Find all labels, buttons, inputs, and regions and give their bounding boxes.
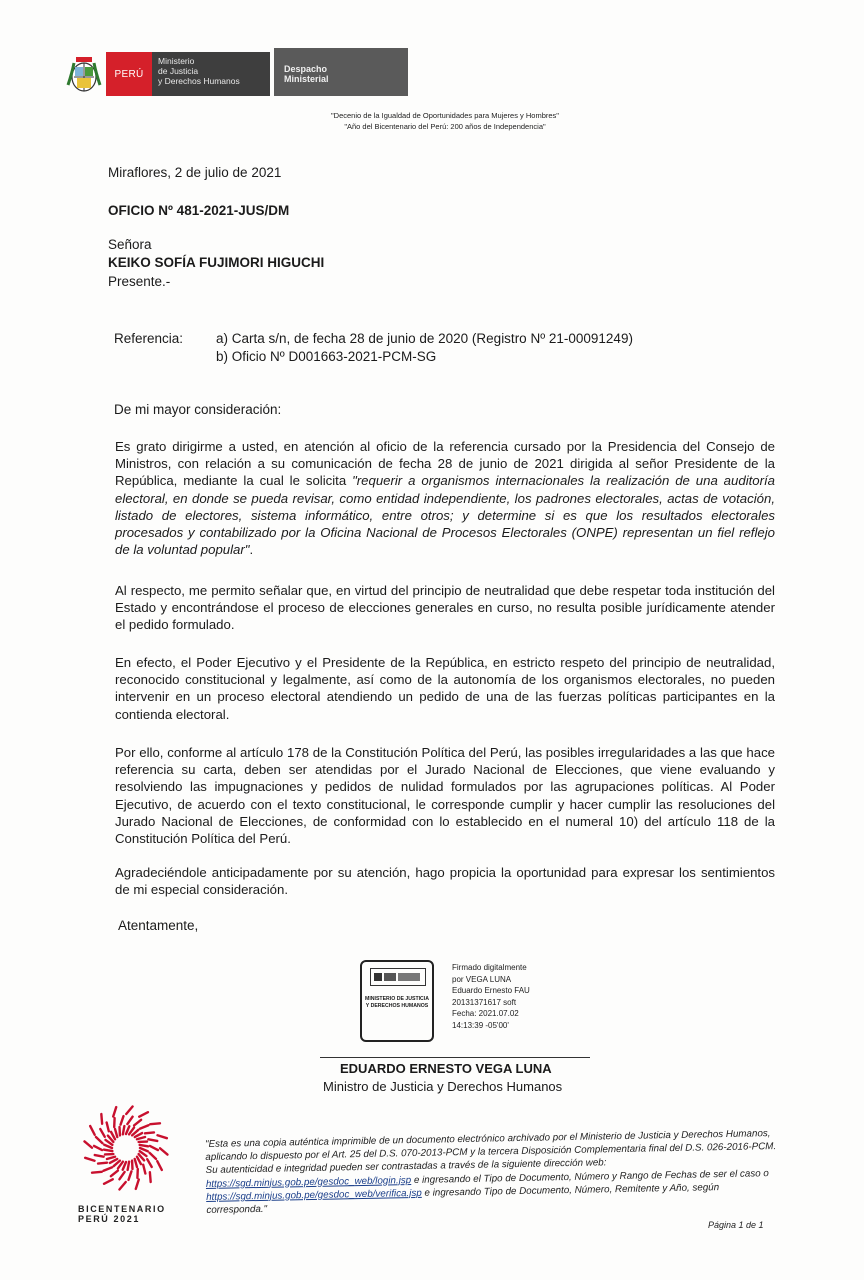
peru-brand-box — [106, 52, 152, 96]
logo-ray — [143, 1165, 145, 1174]
logo-ray — [119, 1182, 125, 1189]
ministry-mini-logo-icon — [373, 971, 423, 983]
logo-ray — [150, 1146, 158, 1150]
signer-name: EDUARDO ERNESTO VEGA LUNA — [340, 1061, 552, 1076]
logo-ray — [140, 1145, 148, 1146]
logo-ray — [128, 1162, 129, 1170]
note-part-1: "Esta es una copia auténtica imprimible de un documento electrónico archivado por el Ministerio de Justicia y Derechos Humanos, aplicando lo dispuesto por el Art. 25 del D.S. 070-2013-PCM y la tercera Disposición Complementaria final del D.S. 026-2016-PCM. Su autenticidad e integridad pueden ser contrastadas a través de la siguiente dirección web: — [205, 1128, 777, 1177]
logo-ray — [145, 1132, 154, 1133]
ministry-line: y Derechos Humanos — [158, 76, 240, 86]
logo-ray — [127, 1117, 132, 1124]
note-part-3: e ingresando Tipo de Documento, Número, Remitente y Año, según corresponda." — [206, 1181, 720, 1217]
office-line: Despacho — [284, 64, 328, 74]
year-line: "Año del Bicentenario del Perú: 200 años de Independencia" — [344, 122, 546, 131]
paragraph-2: Al respecto, me permito señalar que, en virtud del principio de neutralidad que debe respetar toda institución del Estado y encontrándose el proceso de elecciones generales en curso, no resulta posible jurídicamente atender el pedido formulado. — [115, 583, 775, 633]
paragraph-1 — [115, 438, 775, 558]
logo-ray — [136, 1180, 139, 1189]
signature-divider — [320, 1057, 590, 1058]
authenticity-note — [205, 1127, 781, 1217]
logo-ray — [150, 1123, 160, 1124]
logo-ray — [104, 1179, 113, 1183]
paragraph-5: Agradeciéndole anticipadamente por su atención, hago propicia la oportunidad para expresar los sentimientos de mi especial consideración. — [115, 865, 775, 898]
bicentenario-line: BICENTENARIO — [78, 1204, 166, 1214]
logo-ray — [100, 1129, 105, 1137]
signature-detail-line: Firmado digitalmente — [452, 963, 527, 972]
logo-ray — [107, 1157, 115, 1159]
page-number: Página 1 de 1 — [708, 1220, 764, 1230]
signature-detail-line: 14:13:39 -05'00' — [452, 1020, 509, 1030]
peru-coat-of-arms-icon — [66, 55, 102, 97]
ministry-line: Ministerio — [158, 56, 195, 66]
logo-ray — [160, 1148, 167, 1154]
logo-ray — [92, 1172, 102, 1173]
logo-ray — [98, 1163, 107, 1164]
reference-a: a) Carta s/n, de fecha 28 de junio de 2020 (Registro Nº 21-00091249) — [216, 331, 633, 346]
signature-detail-line: Fecha: 2021.07.02 — [452, 1009, 519, 1018]
paragraph-4: Por ello, conforme al artículo 178 de la Constitución Política del Perú, las posibles irregularidades a las que hace referencia su carta, deben ser atendidas por el Jurado Nacional de Elecciones, que viene evaluando y resolviendo las impugnaciones y pedidos de nulidad formulados por las agrupaciones políticas. Al Poder Ejecutivo, de acuerdo con el texto constitucional, le corresponde cumplir y hacer cumplir las resoluciones del Jurado Nacional de Elecciones, de conformidad con lo establecido en el numeral 10) del artículo 118 de la Constitución Política del Perú. — [115, 745, 775, 847]
reference-b: b) Oficio Nº D001663-2021-PCM-SG — [216, 349, 437, 364]
verify-link[interactable]: https://sgd.minjus.gob.pe/gesdoc_web/verifica.jsp — [206, 1187, 422, 1203]
salutation-title: Señora — [108, 237, 152, 252]
addressee-name: KEIKO SOFÍA FUJIMORI HIGUCHI — [108, 255, 325, 270]
logo-ray — [147, 1159, 152, 1167]
logo-ray — [85, 1141, 92, 1147]
logo-ray — [104, 1150, 112, 1151]
logo-ray — [115, 1129, 117, 1137]
signer-title: Ministro de Justicia y Derechos Humanos — [323, 1079, 563, 1094]
logo-ray — [150, 1153, 157, 1159]
note-part-2: e ingresando el Tipo de Documento, Número y Rango de Fechas de ser el caso o — [411, 1167, 769, 1186]
ministry-line: de Justicia — [158, 66, 199, 76]
stamp-label: MINISTERIO DE JUSTICIA Y DERECHOS HUMANOS — [365, 996, 429, 1009]
logo-ray — [148, 1139, 157, 1141]
logo-ray — [96, 1137, 103, 1143]
oficio-number: OFICIO Nº 481-2021-JUS/DM — [108, 203, 290, 218]
closing: Atentamente, — [118, 918, 199, 933]
ministry-brand-box — [152, 52, 270, 96]
logo-ray — [95, 1155, 104, 1157]
logo-ray — [113, 1107, 116, 1116]
decade-motto — [300, 110, 590, 132]
paragraph-1-quote: "requerir a organismos internacionales la realización de una auditoría electoral, en donde se pueda revisar, como entidad independiente, los padrones electorales, actas de votación, listado de electores, sistema informático, entre otros; y determine si es que los resultados electorales procesados y contabilizado por la Oficina Nacional de Procesos Electorales (ONPE) representan un fiel reflejo de la voluntad popular" — [115, 473, 776, 558]
stamp-emblem-icon — [370, 968, 426, 986]
bicentenario-logo-icon — [80, 1102, 172, 1194]
logo-ray — [104, 1167, 112, 1170]
office-brand-box — [274, 48, 408, 96]
logo-ray — [158, 1135, 167, 1138]
logo-ray — [139, 1112, 148, 1116]
logo-ray — [111, 1171, 118, 1177]
paragraph-3: En efecto, el Poder Ejecutivo y el Presidente de la República, en estricto respeto del principio de neutralidad, reconocido constitucional y legalmente, así como de la autonomía de los organismos electorales, no pueden intervenir en un proceso electoral atendiendo un pedido de una de las fuerzas políticas participantes en la contienda electoral. — [115, 655, 775, 722]
signature-detail-line: 20131371617 soft — [452, 997, 517, 1007]
letter-date: Miraflores, 2 de julio de 2021 — [108, 165, 282, 180]
signature-details — [452, 962, 530, 1031]
logo-ray — [101, 1114, 102, 1124]
logo-ray — [107, 1123, 109, 1132]
bicentenario-line: PERÚ 2021 — [78, 1214, 140, 1224]
country-label: PERÚ — [114, 68, 144, 80]
logo-ray — [123, 1126, 124, 1134]
paragraph-1-intro: Es grato dirigirme a usted, en atención al oficio de la referencia cursado por la Presidencia del Consejo de Ministros, con relación a su comunicación de fecha 28 de junio de 2021 dirigida al señor Presidente de la República, mediante la cual le solicita — [115, 439, 775, 489]
bicentenario-wordmark — [78, 1204, 166, 1224]
greeting: De mi mayor consideración: — [114, 402, 282, 417]
office-line: Ministerial — [284, 74, 329, 84]
logo-ray — [121, 1116, 124, 1125]
signature-detail-line: Eduardo Ernesto FAU — [452, 986, 530, 995]
logo-ray — [94, 1146, 102, 1150]
digital-signature-stamp — [360, 960, 434, 1042]
logo-ray — [135, 1159, 137, 1167]
presente-line: Presente.- — [108, 274, 171, 289]
logo-ray — [85, 1158, 94, 1161]
signature-detail-line: por VEGA LUNA — [452, 974, 512, 984]
logo-ray — [140, 1125, 148, 1128]
logo-ray — [137, 1137, 145, 1139]
logo-ray — [150, 1172, 151, 1182]
logo-ray — [119, 1172, 124, 1179]
logo-ray — [126, 1107, 132, 1114]
logo-ray — [134, 1120, 141, 1126]
reference-label: Referencia: — [114, 331, 184, 346]
paragraph-1-end: . — [249, 542, 254, 558]
login-link[interactable]: https://sgd.minjus.gob.pe/gesdoc_web/login.jsp — [205, 1174, 412, 1190]
decenio-line: "Decenio de la Igualdad de Oportunidades para Mujeres y Hombres" — [331, 111, 559, 120]
logo-ray — [129, 1171, 132, 1180]
logo-ray — [157, 1161, 161, 1170]
logo-ray — [90, 1126, 94, 1135]
